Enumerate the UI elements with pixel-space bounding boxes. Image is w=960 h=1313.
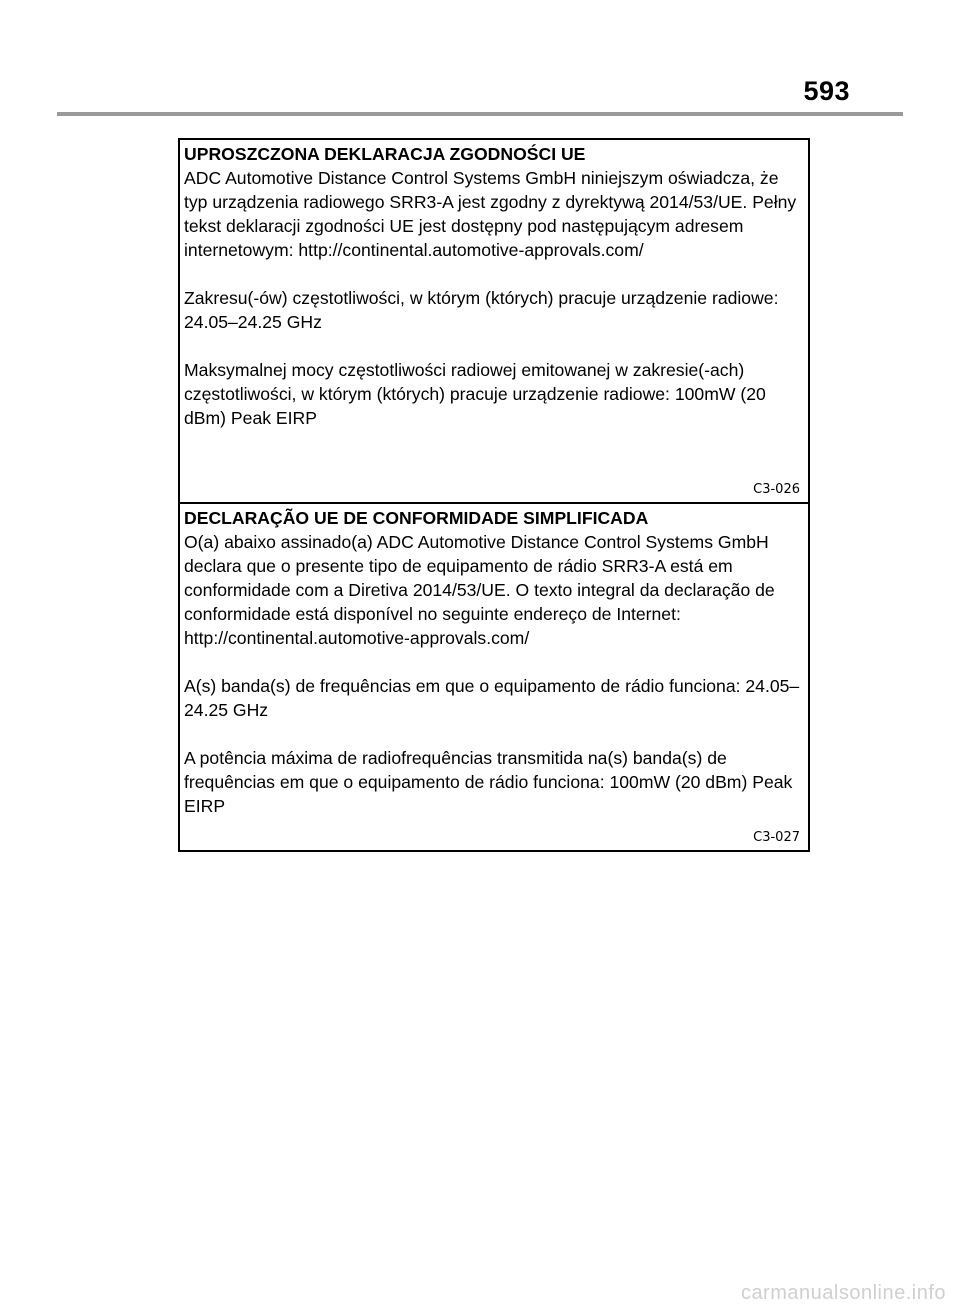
declaration-paragraph: A potência máxima de radiofrequências transmitida na(s) banda(s) de frequências em que o equipamento de rádio funciona: 100mW (20 dBm) Peak EIRP: [184, 748, 793, 816]
declaration-paragraph: O(a) abaixo assinado(a) ADC Automotive Distance Control Systems GmbH declara que o presente tipo de equipamento de rádio SRR3-A está em conformidade com a Diretiva 2014/53/UE. O texto integral da declaração de conformidade está disponível no seguinte endereço de Internet: http://continental.automotive-approvals.com/: [184, 532, 775, 648]
declaration-polish: [180, 140, 808, 502]
page-number: 593: [803, 76, 850, 106]
declaration-portuguese: [180, 502, 808, 850]
declaration-table: [178, 138, 810, 852]
declaration-paragraph: Zakresu(-ów) częstotliwości, w którym (których) pracuje urządzenie radiowe: 24.05–24.25 GHz: [184, 288, 779, 332]
declaration-paragraph: ADC Automotive Distance Control Systems GmbH niniejszym oświadcza, że typ urządzenia radiowego SRR3-A jest zgodny z dyrektywą 2014/53/UE. Pełny tekst deklaracji zgodności UE jest dostępny pod następującym adresem internetowym: http://continental.automotive-approvals.com/: [184, 168, 797, 260]
declaration-title: UPROSZCZONA DEKLARACJA ZGODNOŚCI UE: [184, 144, 586, 164]
header-rule: [57, 112, 903, 116]
watermark: carmanualsonline.info: [740, 1282, 946, 1304]
declaration-paragraph: Maksymalnej mocy częstotliwości radiowej emitowanej w zakresie(-ach) częstotliwości, w którym (których) pracuje urządzenie radiowe: 100mW (20 dBm) Peak EIRP: [184, 360, 766, 428]
declaration-code: C3-026: [753, 482, 800, 497]
declaration-paragraph: A(s) banda(s) de frequências em que o equipamento de rádio funciona: 24.05–24.25 GHz: [184, 676, 800, 720]
declaration-code: C3-027: [753, 830, 800, 845]
declaration-title: DECLARAÇÃO UE DE CONFORMIDADE SIMPLIFICADA: [184, 508, 649, 528]
